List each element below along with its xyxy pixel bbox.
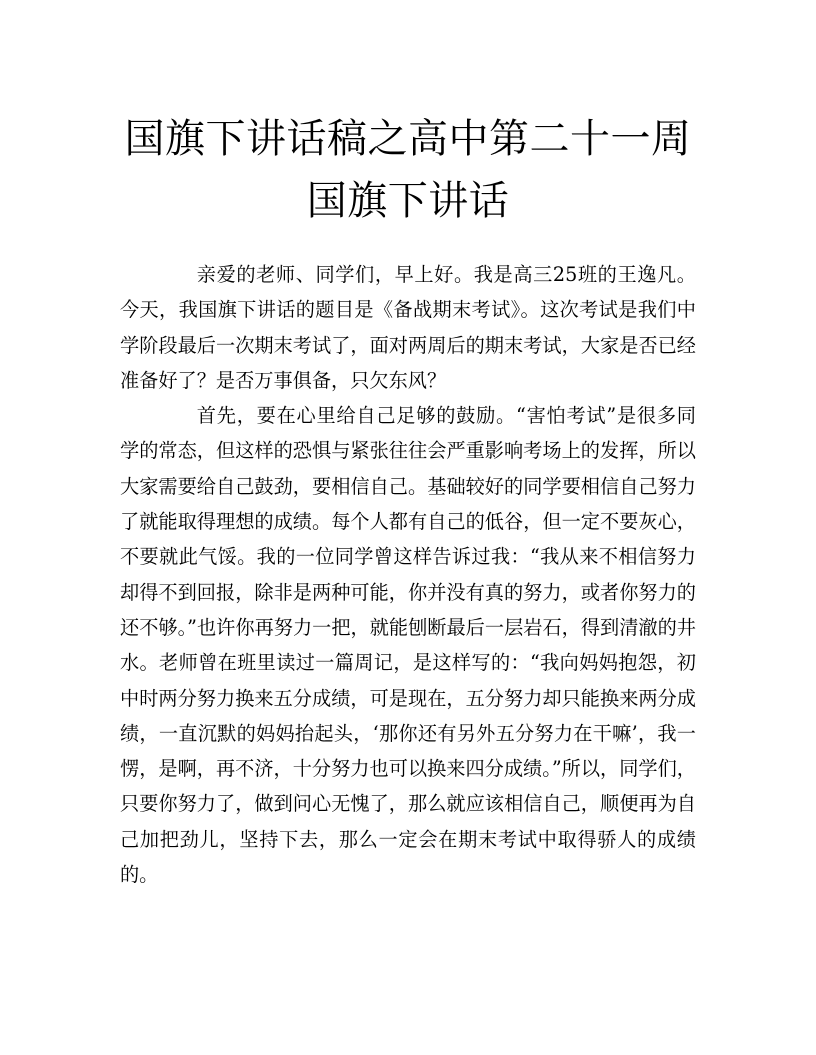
document-body [120,257,696,892]
paragraph-greeting: 亲爱的老师、同学们，早上好。我是高三25班的王逸凡。今天，我国旗下讲话的题目是《备战期末考试》。这次考试是我们中学阶段最后一次期末考试了，面对两周后的期末考试，大家是否已经准备好了？是否万事俱备，只欠东风？ [120,263,696,392]
document-title: 国旗下讲话稿之高中第二十一周国旗下讲话 [124,116,692,224]
paragraph-encouragement: 首先，要在心里给自己足够的鼓励。“害怕考试”是很多同学的常态，但这样的恐惧与紧张往往会严重影响考场上的发挥，所以大家需要给自己鼓劲，要相信自己。基础较好的同学要相信自己努力了就能取得理想的成绩。每个人都有自己的低谷，但一定不要灰心，不要就此气馁。我的一位同学曾这样告诉过我：“我从来不相信努力却得不到回报，除非是两种可能，你并没有真的努力，或者你努力的还不够。”也许你再努力一把，就能刨断最后一层岩石，得到清澈的井水。老师曾在班里读过一篇周记，是这样写的：“我向妈妈抱怨，初中时两分努力换来五分成绩，可是现在，五分努力却只能换来两分成绩，一直沉默的妈妈抬起头，‘那你还有另外五分努力在干嘛’，我一愣，是啊，再不济，十分努力也可以换来四分成绩。”所以，同学们，只要你努力了，做到问心无愧了，那么就应该相信自己，顺便再为自己加把劲儿，坚持下去，那么一定会在期末考试中取得骄人的成绩的。 [120,404,696,887]
